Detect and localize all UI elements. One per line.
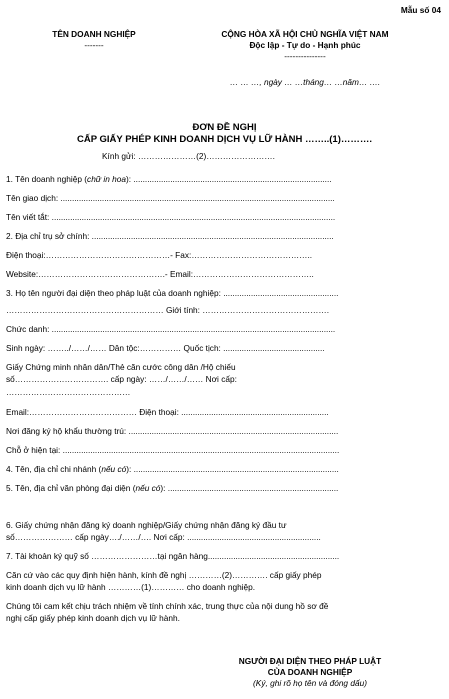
- date-line: … … …, ngày … …tháng… …năm… ….: [229, 77, 381, 87]
- kinh-gui: Kính gửi: …………………(2)…………………….: [102, 151, 275, 161]
- field-short-name: Tên viết tắt: ...........................................................................................................................: [6, 212, 336, 222]
- commitment-paragraph-2: nghị cấp giấy phép kinh doanh dịch vụ lữ hành.: [6, 613, 180, 623]
- field-head-office: 2. Địa chỉ trụ sở chính: .........................................................................................................: [6, 231, 334, 241]
- signature-note: (Ký, ghi rõ họ tên và đóng dấu): [253, 678, 367, 688]
- field-permanent-residence: Nơi đăng ký hộ khẩu thường trú: ...........................................................................................: [6, 426, 339, 436]
- field-email-phone: Email:………………………………… Điện thoại: ................................................................: [6, 407, 329, 417]
- company-dashes: -------: [84, 40, 104, 50]
- field-business-registration: 6. Giấy chứng nhận đăng ký doanh nghiệp/Giấy chứng nhận đăng ký đầu tư: [6, 520, 287, 530]
- motto: Độc lập - Tự do - Hạnh phúc: [249, 40, 361, 50]
- field-trade-name: Tên giao dịch: .......................................................................................................................: [6, 193, 335, 203]
- field-position: Chức danh: ...........................................................................................................................: [6, 324, 336, 334]
- field-rep-office: 5. Tên, địa chỉ văn phòng đại diện (nếu có): ..........................................................................: [6, 483, 339, 493]
- commitment-paragraph-1: Chúng tôi cam kết chịu trách nhiệm về tính chính xác, trung thực của nội dung hồ sơ đề: [6, 601, 329, 611]
- republic-title: CỘNG HÒA XÃ HỘI CHỦ NGHĨA VIỆT NAM: [221, 29, 389, 39]
- field-gender: ………………………………………………… Giới tính: ……………………………………….: [6, 305, 330, 315]
- signature-title: NGƯỜI ĐẠI DIỆN THEO PHÁP LUẬT: [238, 656, 382, 666]
- title-line1: ĐƠN ĐỀ NGHỊ: [192, 122, 257, 133]
- field-website-email: Website:……………………………………….- Email:……………………………………..: [6, 269, 314, 279]
- field-company-name-text: 1. Tên doanh nghiệp (chữ in hoa): ......................................................................................: [6, 174, 332, 184]
- title-line2: CẤP GIẤY PHÉP KINH DOANH DỊCH VỤ LỮ HÀNH ……..(1)……….: [76, 134, 373, 145]
- company-name: TÊN DOANH NGHIỆP: [52, 29, 136, 39]
- request-paragraph-2: kinh doanh dịch vụ lữ hành …………(1)………… cho doanh nghiệp.: [6, 582, 256, 592]
- field-escrow-account: 7. Tài khoản ký quỹ số ……………………tại ngân hàng.........................................................: [6, 551, 340, 561]
- field-legal-rep: 3. Họ tên người đại diện theo pháp luật của doanh nghiệp: ..................................................: [6, 288, 339, 298]
- field-phone-fax: Điện thoại:………………………………………- Fax:……………………………………..: [6, 250, 313, 260]
- field-registration-number: số………………… cấp ngày…./……/…. Nơi cấp: ..........................................................: [6, 532, 321, 542]
- signature-subtitle: CỦA DOANH NGHIỆP: [267, 667, 353, 677]
- form-number: Mẫu số 04: [400, 5, 441, 15]
- field-id-doc-number: số……………………………. cấp ngày: ……/……/…… Nơi cấp:: [6, 374, 237, 384]
- field-current-residence: Chỗ ở hiện tại: ........................................................................................................................: [6, 445, 340, 455]
- field-id-doc-place: ………………………………………: [6, 387, 131, 397]
- field-id-doc-label: Giấy Chứng minh nhân dân/Thẻ căn cước công dân /Hộ chiếu: [6, 362, 236, 372]
- motto-dashes: ---------------: [284, 51, 326, 61]
- field-branch: 4. Tên, địa chỉ chi nhánh (nếu có): .........................................................................................: [6, 464, 339, 474]
- field-birth-ethnic-nationality: Sinh ngày: ……../……/…… Dân tộc:…………… Quốc tịch: ............................................: [6, 343, 325, 353]
- field-company-name: [6, 174, 332, 184]
- request-paragraph-1: Căn cứ vào các quy định hiện hành, kính đề nghị …………(2)…………. cấp giấy phép: [6, 570, 322, 580]
